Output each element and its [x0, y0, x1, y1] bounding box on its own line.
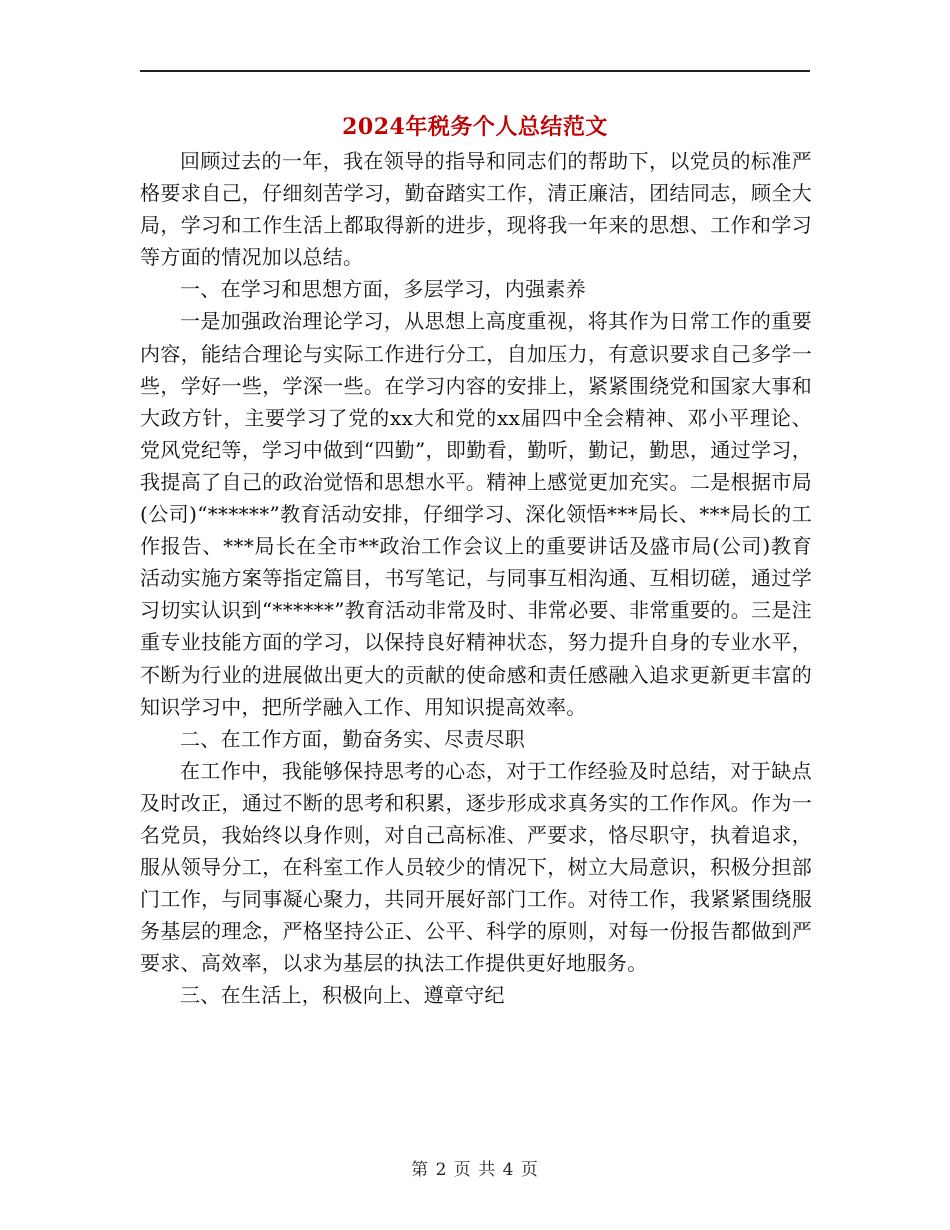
document-body — [140, 145, 812, 1012]
page-number: 第 2 页 共 4 页 — [411, 1160, 539, 1180]
paragraph-intro: 回顾过去的一年，我在领导的指导和同志们的帮助下，以党员的标准严格要求自己，仔细刻苦学习，勤奋踏实工作，清正廉洁，团结同志，顾全大局，学习和工作生活上都取得新的进步，现将我一年来的思想、工作和学习等方面的情况加以总结。 — [140, 149, 812, 270]
paragraph-work: 在工作中，我能够保持思考的心态，对于工作经验及时总结，对于缺点及时改正，通过不断的思考和积累，逐步形成求真务实的工作作风。作为一名党员，我始终以身作则，对自己高标准、严要求，恪尽职守，执着追求，服从领导分工，在科室工作人员较少的情况下，树立大局意识，积极分担部门工作，与同事凝心聚力，共同开展好部门工作。对待工作，我紧紧围绕服务基层的理念，严格坚持公正、公平、科学的原则，对每一份报告都做到严要求、高效率，以求为基层的执法工作提供更好地服务。 — [140, 758, 812, 976]
section-heading-work: 二、在工作方面，勤奋务实、尽责尽职 — [180, 726, 526, 751]
header-rule — [140, 70, 810, 72]
section-heading-study: 一、在学习和思想方面，多层学习，内强素养 — [180, 277, 586, 302]
paragraph-study: 一是加强政治理论学习，从思想上高度重视，将其作为日常工作的重要内容，能结合理论与实际工作进行分工，自加压力，有意识要求自己多学一些，学好一些，学深一些。在学习内容的安排上，紧紧围绕党和国家大事和大政方针，主要学习了党的xx大和党的xx届四中全会精神、邓小平理论、党风党纪等，学习中做到“四勤”，即勤看，勤听，勤记，勤思，通过学习，我提高了自己的政治觉悟和思想水平。精神上感觉更加充实。二是根据市局(公司)“******”教育活动安排，仔细学习、深化领悟***局长、***局长的工作报告、***局长在全市**政治工作会议上的重要讲话及盛市局(公司)教育活动实施方案等指定篇目，书写笔记，与同事互相沟通、互相切磋，通过学习切实认识到“******”教育活动非常及时、非常必要、非常重要的。三是注重专业技能方面的学习，以保持良好精神状态，努力提升自身的专业水平，不断为行业的进展做出更大的贡献的使命感和责任感融入追求更新更丰富的知识学习中，把所学融入工作、用知识提高效率。 — [140, 309, 812, 719]
section-heading-life: 三、在生活上，积极向上、遵章守纪 — [180, 983, 505, 1008]
document-title: 2024年税务个人总结范文 — [342, 114, 608, 140]
